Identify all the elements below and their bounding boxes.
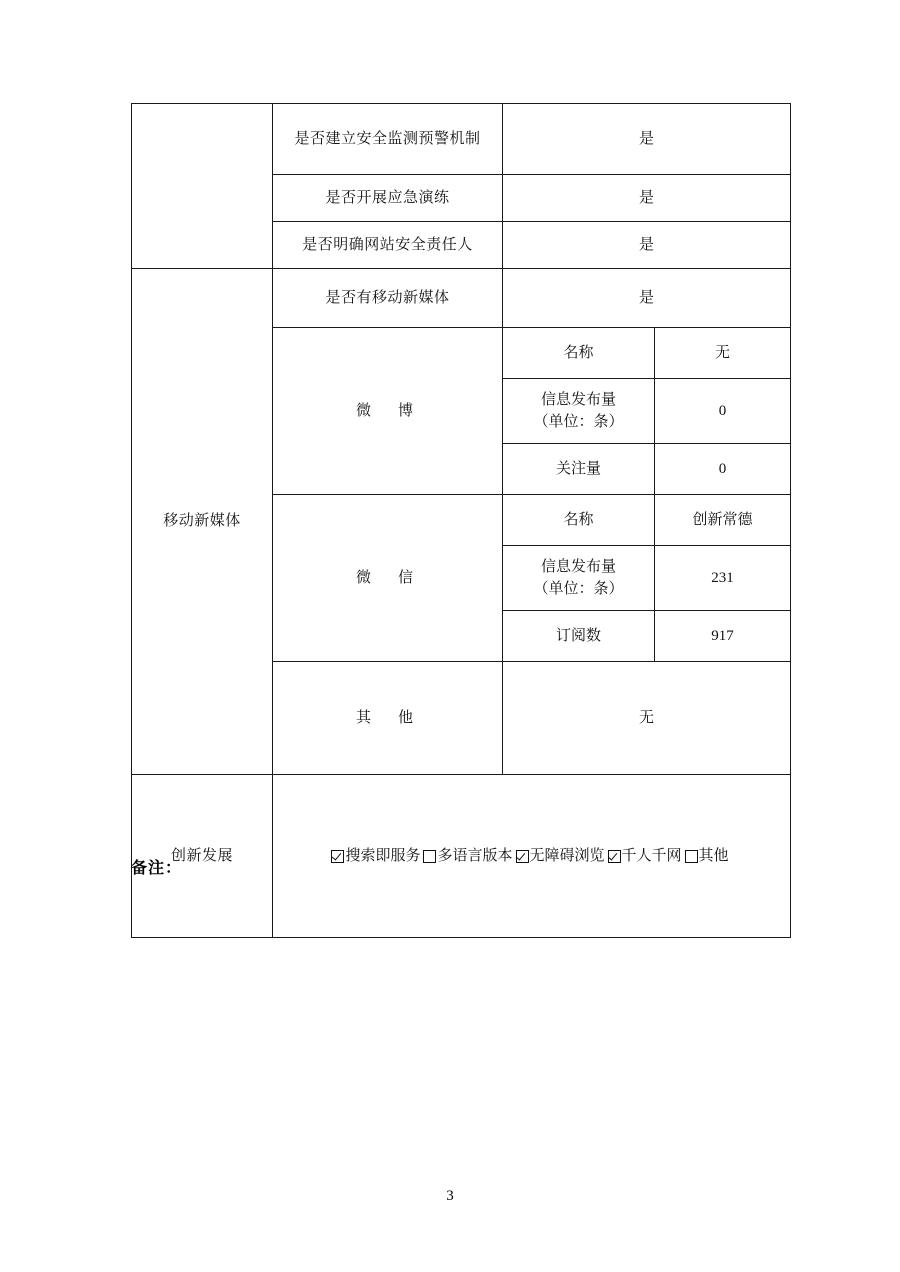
section-label-innovation: 创新发展 — [132, 775, 273, 938]
section-label-mobile-media: 移动新媒体 — [132, 269, 273, 775]
row-value: 无 — [503, 662, 791, 775]
row-label: 是否明确网站安全责任人 — [273, 222, 503, 269]
checkbox-item-personalization[interactable] — [608, 845, 685, 868]
row-label-other: 其 他 — [273, 662, 503, 775]
table-row — [132, 775, 791, 938]
field-value: 0 — [655, 444, 791, 495]
field-label-line2: （单位：条） — [533, 581, 624, 597]
field-label-line1: 信息发布量 — [540, 391, 616, 408]
field-label: 关注量 — [503, 444, 655, 495]
checkbox-checked-icon[interactable] — [331, 850, 344, 863]
checkbox-empty-icon[interactable] — [685, 850, 698, 863]
row-label: 是否建立安全监测预警机制 — [273, 104, 503, 175]
continued-section-cell — [132, 104, 273, 269]
field-value: 231 — [655, 546, 791, 611]
checkbox-item-accessibility[interactable] — [516, 845, 608, 868]
row-value: 是 — [503, 269, 791, 328]
field-value: 无 — [655, 328, 791, 379]
innovation-checkbox-group — [277, 845, 786, 868]
checkbox-label: 千人千网 — [621, 847, 682, 864]
checkbox-label: 多语言版本 — [437, 847, 513, 864]
field-label-line2: （单位：条） — [533, 414, 624, 430]
field-label: 名称 — [503, 495, 655, 546]
report-table — [131, 103, 791, 938]
table-row — [132, 104, 791, 175]
checkbox-label: 其他 — [698, 847, 729, 864]
checkbox-label: 搜索即服务 — [345, 847, 421, 864]
row-value: 是 — [503, 104, 791, 175]
row-label-weixin: 微 信 — [273, 495, 503, 662]
row-value: 是 — [503, 222, 791, 269]
field-value: 917 — [655, 611, 791, 662]
innovation-options-cell — [273, 775, 791, 938]
field-label-line1: 信息发布量 — [540, 558, 616, 575]
field-label — [503, 379, 655, 444]
checkbox-item-search-as-service[interactable] — [331, 845, 423, 868]
checkbox-checked-icon[interactable] — [516, 850, 529, 863]
field-label: 订阅数 — [503, 611, 655, 662]
row-label: 是否有移动新媒体 — [273, 269, 503, 328]
field-value: 创新常德 — [655, 495, 791, 546]
row-label-weibo: 微 博 — [273, 328, 503, 495]
page-number: 3 — [446, 1188, 454, 1204]
checkbox-checked-icon[interactable] — [608, 850, 621, 863]
checkbox-label: 无障碍浏览 — [529, 847, 605, 864]
row-value: 是 — [503, 175, 791, 222]
field-value: 0 — [655, 379, 791, 444]
remark-label: 备注： — [131, 860, 183, 877]
table-row — [132, 269, 791, 328]
checkbox-empty-icon[interactable] — [423, 850, 436, 863]
row-label: 是否开展应急演练 — [273, 175, 503, 222]
field-label — [503, 546, 655, 611]
field-label: 名称 — [503, 328, 655, 379]
checkbox-item-other[interactable] — [685, 845, 732, 868]
checkbox-item-multilingual[interactable] — [423, 845, 515, 868]
